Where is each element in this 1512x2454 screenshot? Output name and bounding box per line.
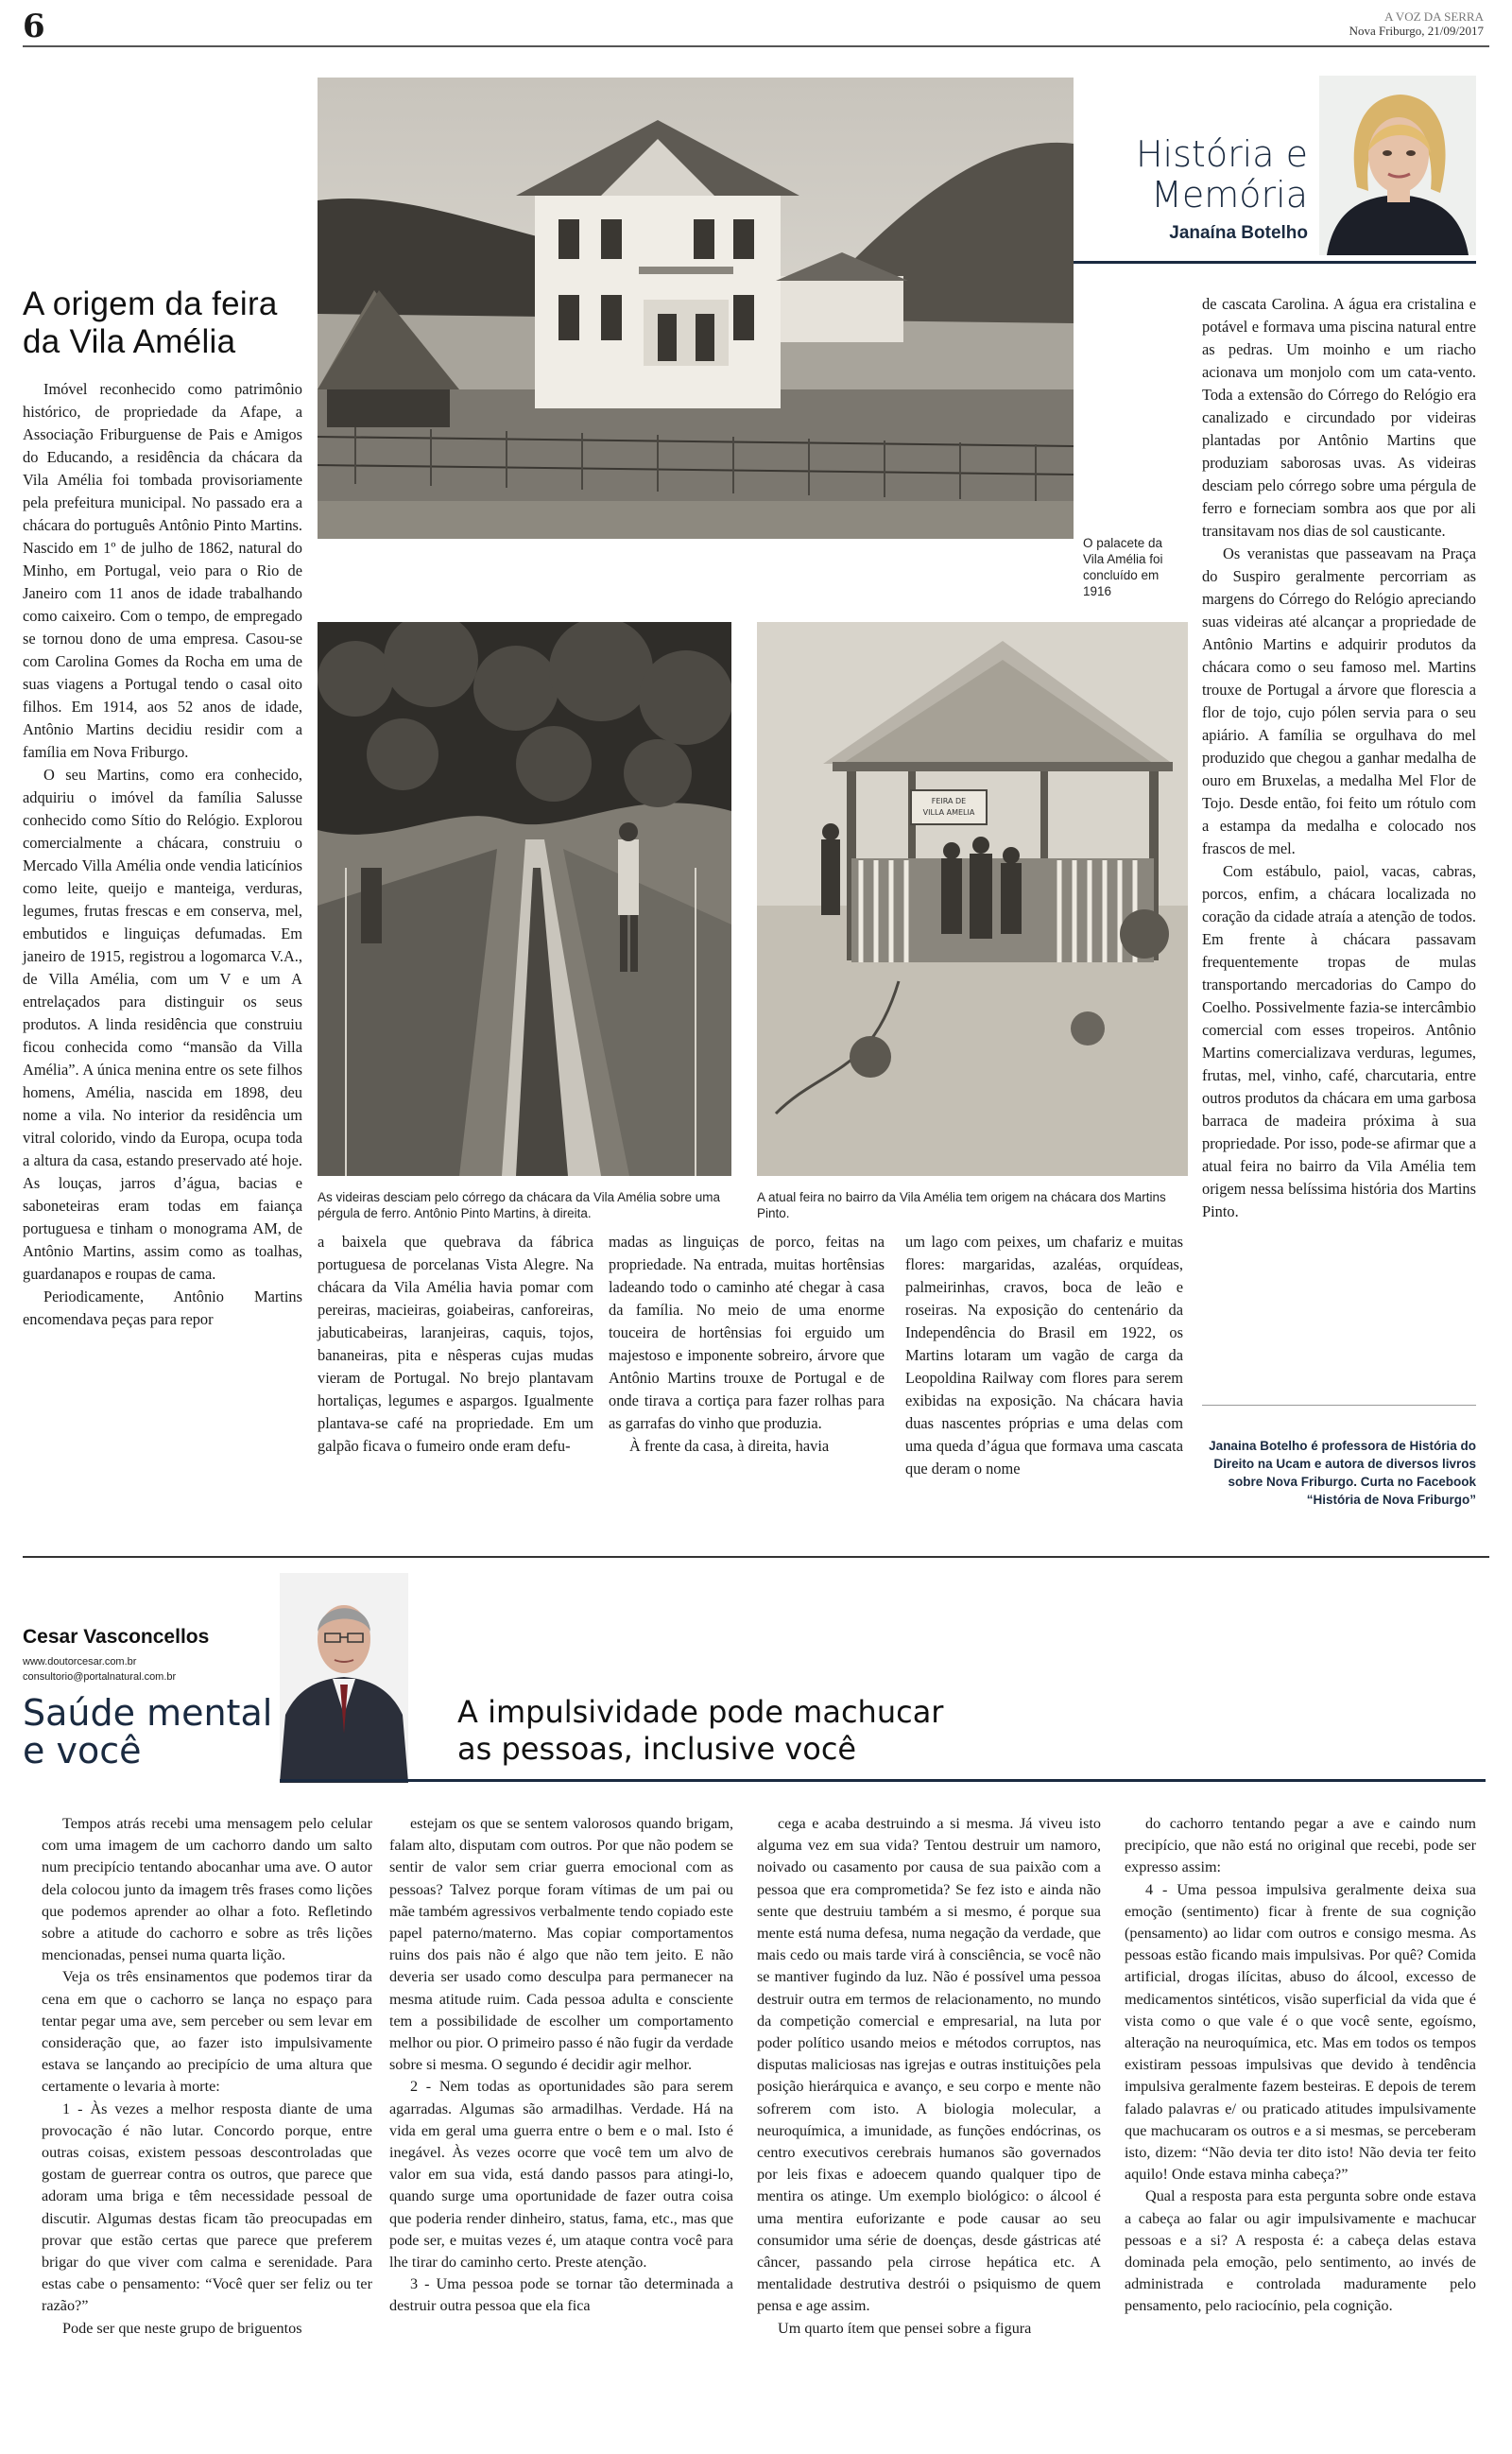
article2-column-4: do cachorro tentando pegar a ave e caindo num precipício, que não está no original que recebi, pode ser expresso assim: 4 - Uma pessoa impulsiva geralmente deixa sua emoção (sentimento) ficar à frente de sua cognição (pensamento) ao lidar com outros e consigo mesma. As pessoas estão ficando mais impulsivas. Por quê? Comida artificial, drogas ilícitas, abuso do álcool, excesso de medicamentos sintéticos, visão superficial da vida que é vista como o que vale é o que você sente, egoísmo, alteração na neuroquímica, etc. Mas em todos os tempos existiram pessoas impulsivas que devido à tendência impulsiva geralmente fazem besteiras. E depois de terem falado palavras e/ ou praticado atitudes impulsivamente que machucaram os outros e a si mesmas, se perceberam isto, dizem: “Não devia ter dito isto! Não devia ter feito aquilo! Onde estava minha cabeça?” Qual a resposta para esta pergunta sobre onde estava a cabeça ao falar ou agir impulsivamente e machucar pessoas e a si? A resposta é: a cabeça delas estava dominada pela emoção, pelo sentimento, ao invés de administrada e controlada maduramente pelo pensamento, pelo raciocínio, pela cognição.	[1125, 1815, 1476, 2315]
article1-column-5: de cascata Carolina. A água era cristalina e potável e formava uma piscina natural entre as pedras. Um moinho e um riacho acionava um monjolo com um cata-vento. Toda a extensão do Córrego do Relógio era canalizado e circundado por videiras plantadas por Antônio Martins que produziam saborosas uvas. As videiras desciam pelo córrego sobre uma pérgula de ferro e forneciam sombra aos que por ali transitavam nos dias de sol causticante. Os veranistas que passeavam na Praça do Suspiro geralmente percorriam as margens do Córrego do Relógio apreciando suas videiras até alcançar a propriedade de Antônio Martins e adquirir produtos da chácara como o seu famoso mel. Martins trouxe de Portugal a árvore que floresciа a flor de tojo, cujo pólen servia para o seu apiário. A família se orgulhava do mel produzido que chegou a ganhar medalha de ouro em Bruxelas, a medalha Mel Flor de Tojo. Desde então, foi feito um rótulo com a estampa da medalha e colocado nos frascos de mel. Com estábulo, paiol, vacas, cabras, porcos, enfim, a chácara localizada no coração da cidade atraía a atenção de todos. Em frente à chácara passavam frequentemente tropas de mulas transportando mercadorias do Campo do Coelho. Possivelmente fazia-se intercâmbio comercial com esses tropeiros. Antônio Martins comercializava verduras, legumes, frutas, mel, vinho, café, charcutaria, entre outros produtos da chácara em uma garbosa barraca de madeira próxima à sua propriedade. Por isso, pode-se afirmar que a atual feira no bairro da Vila Amélia tem origem nessa belíssima história dos Martins Pinto.	[1202, 295, 1476, 1220]
article1-column-1: Imóvel reconhecido como patrimônio histórico, de propriedade da Afape, a Associação Friburguense de Pais e Amigos do Educando, a residência da chácara da Vila Amélia foi tombada provisoriamente pela prefeitura municipal. No passado era a chácara do português Antônio Pinto Martins. Nascido em 1º de julho de 1862, natural do Minho, em Portugal, veio para o Rio de Janeiro com 11 anos de idade trabalhando como caixeiro. Com o tempo, de empregado se tornou dono de uma empresa. Casou-se com Carolina Gomes da Rocha em uma de suas viagens a Portugal tendo o casal oito filhos. Em 1914, aos 52 anos de idade, Antônio Martins decidiu residir com a família em Nova Friburgo. O seu Martins, como era conhecido, adquiriu o imóvel da família Salusse conhecido como Sítio do Relógio. Explorou comercialmente a chácara, construiu o Mercado Villa Amélia onde vendia laticínios como leite, queijo e manteiga, verduras, legumes, frutas frescas e em conserva, mel, embutidos e linguiças defumadas. Em janeiro de 1915, registrou a logomarca V.A., de Villa Amélia, com um V e um A entrelaçados para distinguir os seus produtos. A linda residência que construiu ficou conhecida como “mansão da Villa Amélia”. A única menina entre os sete filhos homens, Amélia, nascida em 1898, deu nome a vila. No interior da residência um vitral colorido, vindo da Europa, ocupa toda a altura da casa, estando preservado até hoje. As louças, jarros d’água, bacias e saboneteiras eram todas em faiança portuguesa e tinham o monograma AM, de Antônio Martins, assim como as toalhas, guardanapos e roupas de cama. Periodicamente, Antônio Martins encomendava peças para repor	[23, 380, 302, 1328]
header-rule	[23, 45, 1489, 47]
article2-headline: A impulsividade pode machucar as pessoas, inclusive você	[457, 1694, 944, 1767]
author-website: www.doutorcesar.com.br	[23, 1656, 137, 1668]
fair-photo	[757, 622, 1188, 1176]
page-number: 6	[23, 8, 45, 45]
article2-column-1: Tempos atrás recebi uma mensagem pelo celular com uma imagem de um cachorro dando um salto num precipício tentando abocanhar uma ave. O autor dela colocou junto da imagem três frases como lições que podemos aprender ao olhar a foto. Refletindo sobre a atitude do cachorro e sobre as três lições mencionadas, pensei numa quarta lição. Veja os três ensinamentos que podemos tirar da cena em que o cachorro se lança no espaço para tentar pegar uma ave, sem perceber ou sem levar em consideração que, ao fazer isto impulsivamente estava se lançando ao precipício de uma altura que certamente o levaria à morte: 1 - Às vezes a melhor resposta diante de uma provocação é não lutar. Concordo porque, entre outras coisas, existem pessoas descontroladas que gostam de guerrear contra os outros, que parece que adoram uma briga e têm necessidade pessoal de discutir. Algumas destas ficam tão preocupadas em provar que estão certas que parece que preferem brigar do que viver com calma e serenidade. Para estas cabe o pensamento: “Você quer ser feliz ou ter razão?” Pode ser que neste grupo de briguentos	[42, 1815, 372, 2337]
vines-caption: As videiras desciam pelo córrego da chácara da Vila Amélia sobre uma pérgula de ferro. Antônio Pinto Martins, à direita.	[318, 1190, 720, 1220]
author-bio: Janaina Botelho é professora de História do Direito na Ucam e autora de diversos livros sobre Nova Friburgo. Curta no Facebook “História de Nova Friburgo”	[1209, 1439, 1476, 1507]
article1-column-2: a baixela que quebrava da fábrica portuguesa de porcelanas Vista Alegre. Na chácara da Vila Amélia havia pomar com pereiras, macieiras, goiabeiras, canforeiras, jabuticabeiras, laranjeiras, caquis, tojos, bananeiras, pita e nêsperas cujas mudas vieram de Portugal. No brejo plantavam hortaliças, legumes e aspargos. Igualmente plantava-se café na propriedade. Em um galpão ficava o fumeiro onde eram defu-	[318, 1233, 593, 1455]
column-underline	[280, 1779, 1486, 1782]
article1-column-4: um lago com peixes, um chafariz e muitas flores: margaridas, azaléas, orquídeas, palmeirinhas, cravos, boca de leão e roseiras. Na exposição do centenário da Independência do Brasil em 1922, os Martins lotaram um vagão de carga da Leopoldina Railway com flores para serem exibidas na exposição. Na chácara havia duas nascentes próprias e uma delas com uma queda d’água que formava uma cascata que deram o nome	[905, 1233, 1183, 1478]
palace-caption: O palacete da Vila Amélia foi concluído em 1916	[1083, 536, 1163, 598]
column-section-title: Saúde mental e você	[23, 1692, 273, 1771]
author-email: consultorio@portalnatural.com.br	[23, 1671, 177, 1683]
article2-column-3: cega e acaba destruindo a si mesma. Já viveu isto alguma vez em sua vida? Tentou destruir um namoro, noivado ou casamento por causa de sua paixão com a pessoa que era comprometida? Se fez isto e ainda não sente que destruiu também a si mesmo, é porque sua mente está numa defesa, numa negação da verdade, que mais cedo ou mais tarde virá à consciência, se você não se mantiver fugindo da luz. Não é possível uma pessoa destruir outra em termos de relacionamento, no mundo da competição comercial e empresarial, na luta por poder político usando meios e métodos corruptos, nas disputas maliciosas nas igrejas e outras instituições pela posição hierárquica e avanço, e seu corpo e mente não sofrerem com isto. A biologia molecular, a neuroquímica, a imunidade, as funções endócrinas, os centro executivos cerebrais humanos são governados por leis fixas e adoecem quando qualquer tipo de mentira os atinge. Um exemplo biológico: o álcool é uma mentira euforizante e pode causar ao seu consumidor uma série de doenças, desde gástricas até câncer, passando pela cirrose hepática etc. A mentalidade destrutiva destrói o psiquismo de quem pensa e age assim. Um quarto ítem que pensei sobre a figura	[757, 1815, 1101, 2337]
author-contact	[23, 1654, 176, 1685]
fair-caption: A atual feira no bairro da Vila Amélia tem origem na chácara dos Martins Pinto.	[757, 1190, 1166, 1220]
article-headline: A origem da feira da Vila Amélia	[23, 285, 278, 360]
section-separator	[23, 1556, 1489, 1558]
article2-column-2: estejam os que se sentem valorosos quando brigam, falam alto, disputam com outros. Por que não podem se sentir de valor sem criar guerra emocional com as pessoas? Talvez porque foram vítimas de um pai ou mãe também agressivos verbalmente tendo copiado este papel paterno/materno. Mas copiar comportamentos ruins dos pais não é algo que não tem jeito. E não deveria ser usado como desculpa para permanecer na mesma atitude ruim. Cada pessoa adulta e consciente tem a possibilidade de escolher um comportamento melhor ou pior. O primeiro passo é não fugir da verdade sobre si mesma. O segundo é decidir agir melhor. 2 - Nem todas as oportunidades são para serem agarradas. Algumas são armadilhas. Verdade. Há na vida em geral uma guerra entre o bem e o mal. Isto é inegável. Às vezes ocorre que você tem um alvo de valor em sua vida, está dando passos para atingi-lo, quando surge uma oportunidade de fazer outra coisa que poderia render dinheiro, status, fama, etc., mas que pode ser, e muitas vezes é, um ataque contra você para lhe tirar do caminho certo. Preste atenção. 3 - Uma pessoa pode se tornar tão determinada a destruir outra pessoa que ela fica	[389, 1815, 733, 2315]
bio-rule	[1202, 1405, 1476, 1406]
issue-date: Nova Friburgo, 21/09/2017	[1349, 24, 1484, 38]
vines-photo	[318, 622, 731, 1176]
newspaper-name: A VOZ DA SERRA	[1384, 9, 1484, 24]
column-author: Janaína Botelho	[1169, 223, 1308, 243]
author-portrait	[1319, 76, 1476, 255]
author-photo	[280, 1573, 408, 1783]
kiosk-sign-text-2: VILLA AMELIA	[922, 808, 975, 817]
article1-column-3: madas as linguiças de porco, feitas na propriedade. Na entrada, muitas hortênsias ladeando todo o caminho até chegar à casa da família. No meio de uma enorme touceira de hortênsias foi erguido um majestoso e imponente sobreiro, árvore que Antônio Martins trouxe de Portugal e de onde tirava a cortiça para fazer rolhas para as garrafas do vinho que produzia. À frente da casa, à direita, havia	[609, 1233, 885, 1455]
masthead	[1349, 9, 1484, 38]
author-name: Cesar Vasconcellos	[23, 1626, 210, 1648]
palace-photo	[318, 78, 1074, 539]
kiosk-sign-text: FEIRA DE	[931, 797, 967, 805]
column-title: História e Memória	[1135, 133, 1308, 216]
column-header-rule	[1068, 261, 1476, 264]
